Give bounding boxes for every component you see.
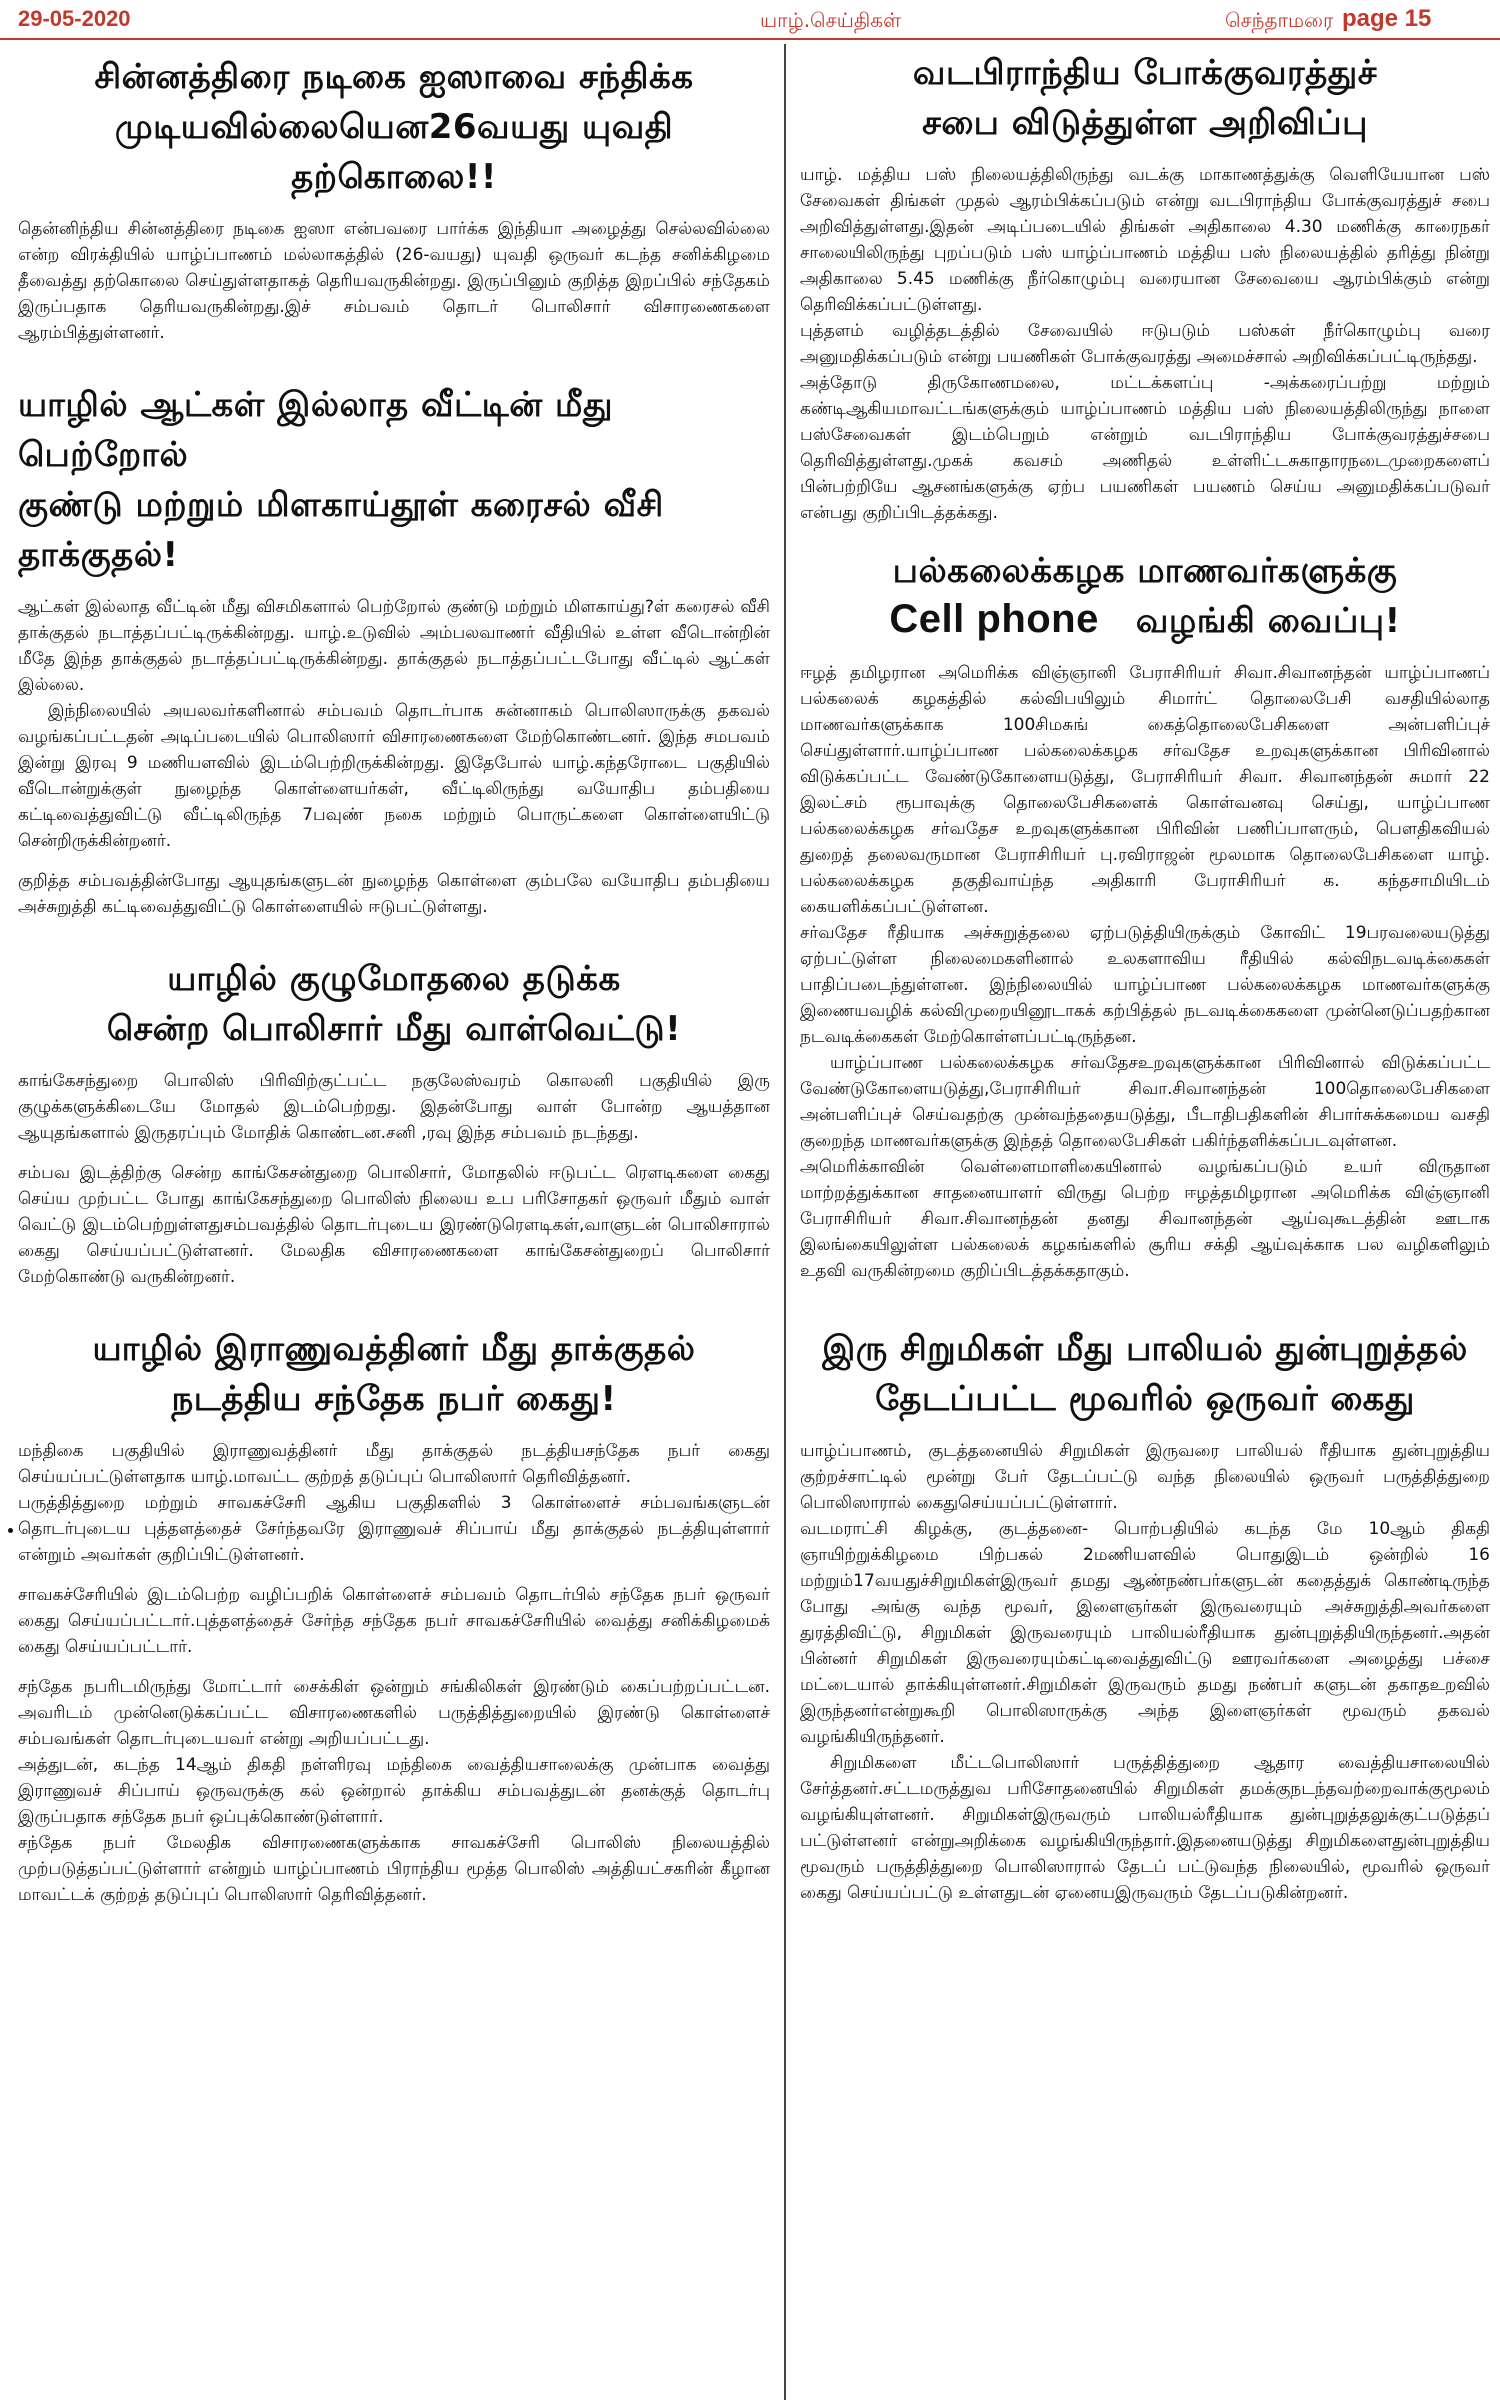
stray-dot [8, 1528, 13, 1533]
headline-cellphone: Cell phone [889, 597, 1099, 641]
article-body: ஈழத் தமிழரான அமெரிக்க விஞ்ஞானி பேராசிரியர் சிவா.சிவானந்தன் யாழ்ப்பாணப் பல்கலைக் கழகத்தில் கல்விபயிலும் சிமார்ட் தொலைபேசி வசதியில்லாத மாணவர்களுக்காக 100சிமசுங் கைத்தொலைபேசிகளை அன்பளிப்புச் செய்துள்ளார்.யாழ்ப்பாண பல்கலைக்கழக சர்வதேச உறவுகளுக்கான பிரிவினால் விடுக்கப்பட்ட வேண்டுகோளையடுத்து, பேராசிரியர் சிவா. சிவானந்தன் சுமார் 22 இலட்சம் ரூபாவுக்கு தொலைபேசிகளைக் கொள்வனவு செய்து, யாழ்ப்பாண பல்கலைக்கழக சர்வதேச உறவுகளுக்கான பிரிவின் பணிப்பாளரும், பௌதிகவியல் துறைத் தலைவருமான பேராசிரியர் பு.ரவிராஜன் மூலமாக தொலைபேசிகளை யாழ். பல்கலைக்கழக தகுதிவாய்ந்த அதிகாரி பேராசிரியர் க. கந்தசாமியிடம் கையளிக்கப்பட்டுள்ளன. சர்வதேச ரீதியாக அச்சுறுத்தலை ஏற்படுத்தியிருக்கும் கோவிட் 19பரவலையடுத்து ஏற்பட்டுள்ள நிலைமைகளினால் உலகளாவிய ரீதியில் கல்விநடவடிக்கைகள் பாதிப்படைந்துள்ளன. இந்நிலையில் யாழ்ப்பாண பல்கலைக்கழக மாணவர்களுக்கு இணையவழிக் கல்விமுறையினூடாகக் கற்பித்தல் நடவடிக்கைகளை முன்னெடுப்பதற்கான நடவடிக்கைகள் மேற்கொள்ளப்பட்டிருந்தன. யாழ்ப்பாண பல்கலைக்கழக சர்வதேசஉறவுகளுக்கான பிரிவினால் விடுக்கப்பட்ட வேண்டுகோளையடுத்து,பேராசிரியர் சிவா.சிவானந்தன் 100தொலைபேசிகளை அன்பளிப்புச் செய்வதற்கு முன்வந்ததையடுத்து, பீடாதிபதிகளின் சிபார்சுக்கமைய வசதி குறைந்த மாணவர்களுக்கு இந்தத் தொலைபேசிகள் பகிர்ந்தளிக்கப்படவுள்ளன. அமெரிக்காவின் வெள்ளைமாளிகையினால் வழங்கப்படும் உயர் விருதான மாற்றத்துக்கான சாதனையாளர் விருது பெற்ற ஈழத்தமிழரான அமெரிக்க விஞ்ஞானி பேராசிரியர் சிவா.சிவானந்தன் தனது சிவானந்தன் ஆய்வுகூடத்தின் ஊடாக இலங்கையிலுள்ள பல்கலைக் கழகங்களில் சூரிய சக்தி ஆய்வுக்காக பல வழிகளிலும் உதவி வருகின்றமை குறிப்பிடத்தக்கதாகும். [800, 663, 1490, 1281]
article-cellphone-donation [800, 546, 1490, 1284]
article-body: யாழ். மத்திய பஸ் நிலையத்திலிருந்து வடக்கு மாகாணத்துக்கு வெளியேயான பஸ் சேவைகள் திங்கள் முதல் ஆரம்பிக்கப்படும் என்று வடபிராந்திய போக்குவரத்துச் சபை அறிவித்துள்ளது.இதன் அடிப்படையில் திங்கள் அதிகாலை 4.30 மணிக்கு காரைநகர் சாலையிலிருந்து புறப்படும் பஸ் யாழ்ப்பாணம் மத்திய பஸ் நிலையத்தில் தரித்து நின்று அதிகாலை 5.45 மணிக்கு நீர்கொழும்பு வரையான சேவையை ஆரம்பிக்கும் என்று தெரிவிக்கப்பட்டுள்ளது. புத்தளம் வழித்தடத்தில் சேவையில் ஈடுபடும் பஸ்கள் நீர்கொழும்பு வரை அனுமதிக்கப்படும் என்று பயணிகள் போக்குவரத்து அமைச்சால் அறிவிக்கப்பட்டிருந்தது. அத்தோடு திருகோணமலை, மட்டக்களப்பு -அக்கரைப்பற்று மற்றும் கண்டிஆகியமாவட்டங்களுக்கும் யாழ்ப்பாணம் மத்திய பஸ் நிலையத்திலிருந்து நாளை பஸ்சேவைகள் இடம்பெறும் என்றும் வடபிராந்திய போக்குவரத்துச்சபை தெரிவித்துள்ளது.முகக் கவசம் அணிதல் உள்ளிட்டசுகாதாரநடைமுறைகளைப் பின்பற்றியே ஆசனங்களுக்கு ஏற்ப பயணிகள் பயணம் செய்ய அனுமதிக்கப்படுவர் என்பது குறிப்பிடத்தக்கது. [800, 165, 1490, 523]
paper-name: யாழ்.செய்திகள் [760, 8, 902, 32]
article-headline: சின்னத்திரை நடிகை ஐஸாவை சந்திக்க முடியவில்லையென26வயது யுவதி தற்கொலை!! [94, 57, 694, 197]
article-headline: பல்கலைக்கழக மாணவர்களுக்கு Cell phone வழங்கி வைப்பு! [889, 551, 1401, 641]
article-headline: யாழில் குழுமோதலை தடுக்க சென்ற பொலிசார் மீது வாள்வெட்டு! [106, 959, 682, 1049]
article-headline: யாழில் ஆட்கள் இல்லாத வீட்டின் மீது பெற்றோல் குண்டு மற்றும் மிளகாய்தூள் கரைசல் வீசி தாக்குதல்! [18, 385, 664, 575]
article-headline: இரு சிறுமிகள் மீது பாலியல் துன்புறுத்தல் தேடப்பட்ட மூவரில் ஒருவர் கைது [822, 1329, 1468, 1419]
article-actress-suicide [18, 44, 770, 346]
article-body: யாழ்ப்பாணம், குடத்தனையில் சிறுமிகள் இருவரை பாலியல் ரீதியாக துன்புறுத்திய குற்றச்சாட்டில் மூன்று பேர் தேடப்பட்டு வந்த நிலையில் ஒருவர் பருத்தித்துறை பொலிஸாரால் கைதுசெய்யப்பட்டுள்ளார். வடமராட்சி கிழக்கு, குடத்தனை- பொற்பதியில் கடந்த மே 10ஆம் திகதி ஞாயிற்றுக்கிழமை பிற்பகல் 2மணியளவில் பொதுஇடம் ஒன்றில் 16 மற்றும்17வயதுச்சிறுமிகள்இருவர் தமது ஆண்நண்பர்களுடன் கதைத்துக் கொண்டிருந்த போது அங்கு வந்த மூவர், இளைஞர்கள் இருவரையும் அச்சுறுத்திஅவர்களை துரத்திவிட்டு, சிறுமிகள் இருவரையும் பாலியல்ரீதியாக துன்புறுத்தியிருந்தனர்.அதன் பின்னர் சிறுமிகள் இருவரையும்கட்டிவைத்துவிட்டு ஊரவர்களை அழைத்து பச்சை மட்டையால் தாக்கியுள்ளனர்.சிறுமிகள் இருவரும் தமது நண்பர் களுடன் தகாதஉறவில் இருந்தனர்என்றுகூறி பொலிஸாருக்கு அந்த இளைஞர்கள் மூவரும் தகவல் வழங்கியிருந்தனர். சிறுமிகளை மீட்டபொலிஸார் பருத்தித்துறை ஆதார வைத்தியசாலையில் சேர்த்தனர்.சட்டமருத்துவ பரிசோதனையில் சிறுமிகள் தமக்குநடந்தவற்றைவாக்குமூலம் வழங்கியுள்ளனர். சிறுமிகள்இருவரும் பாலியல்ரீதியாக துன்புறுத்தலுக்குட்படுத்தப் பட்டுள்ளனர் என்றுஅறிக்கை வழங்கியிருந்தார்.இதனையடுத்து சிறுமிகளைதுன்புறுத்திய மூவரும் பருத்தித்துறை பொலிஸாரால் தேடப் பட்டுவந்த நிலையில், மூவரில் ஒருவர் கைது செய்யப்பட்டு உள்ளதுடன் ஏனையஇருவரும் தேடப்படுகின்றனர். [800, 1441, 1490, 1903]
article-gang-clash [18, 954, 770, 1290]
article-harassment-arrest [800, 1324, 1490, 1906]
article-headline: யாழில் இராணுவத்தினர் மீது தாக்குதல் நடத்திய சந்தேக நபர் கைது! [92, 1329, 696, 1419]
page-header-bar [0, 0, 1500, 40]
issue-date: 29-05-2020 [18, 6, 131, 31]
page-number: page 15 [1342, 5, 1432, 32]
section-name: செந்தாமரை [1225, 8, 1334, 32]
article-headline: வடபிராந்திய போக்குவரத்துச் சபை விடுத்துள்ள அறிவிப்பு [912, 53, 1378, 143]
article-body: மந்திகை பகுதியில் இராணுவத்தினர் மீது தாக்குதல் நடத்தியசந்தேக நபர் கைது செய்யப்பட்டுள்ளதாக யாழ்.மாவட்ட குற்றத் தடுப்புப் பொலிஸார் தெரிவித்தனர். பருத்தித்துறை மற்றும் சாவகச்சேரி ஆகிய பகுதிகளில் 3 கொள்ளைச் சம்பவங்களுடன் தொடர்புடைய புத்தளத்தைச் சேர்ந்தவரே இராணுவச் சிப்பாய் மீது தாக்குதல் நடத்தியுள்ளார் என்றும் அவர்கள் குறிப்பிட்டுள்ளனர். சாவகச்சேரியில் இடம்பெற்ற வழிப்பறிக் கொள்ளைச் சம்பவம் தொடர்பில் சந்தேக நபர் ஒருவர் கைது செய்யப்பட்டார்.புத்தளத்தைச் சேர்ந்த சந்தேக நபர் சாவகச்சேரியில் வைத்து சனிக்கிழமைக் கைது செய்யப்பட்டார். சந்தேக நபரிடமிருந்து மோட்டார் சைக்கிள் ஒன்றும் சங்கிலிகள் இரண்டும் கைப்பற்றப்பட்டன. அவரிடம் முன்னெடுக்கப்பட்ட விசாரணைகளில் பருத்தித்துறையில் இரண்டு கொள்ளைச் சம்பவங்கள் தொடர்புடையவர் என்று அறியப்பட்டது. அத்துடன், கடந்த 14ஆம் திகதி நள்ளிரவு மந்திகை வைத்தியசாலைக்கு முன்பாக வைத்து இராணுவச் சிப்பாய் ஒருவருக்கு கல் ஒன்றால் தாக்கிய சம்பவத்துடன் தனக்குத் தொடர்பு இருப்பதாக சந்தேக நபர் ஒப்புக்கொண்டுள்ளார். சந்தேக நபர் மேலதிக விசாரணைகளுக்காக சாவகச்சேரி பொலிஸ் நிலையத்தில் முற்படுத்தப்பட்டுள்ளார் என்றும் யாழ்ப்பாணம் பிராந்திய மூத்த பொலிஸ் அத்தியட்சகரின் கீழான மாவட்டக் குற்றத் தடுப்புப் பொலிஸார் தெரிவித்தனர். [18, 1441, 770, 1905]
article-transport-notice [800, 44, 1490, 526]
article-army-attack [18, 1324, 770, 1908]
article-body: காங்கேசந்துறை பொலிஸ் பிரிவிற்குட்பட்ட நகுலேஸ்வரம் கொலனி பகுதியில் இரு குழுக்களுக்கிடையே மோதல் இடம்பெற்றது. இதன்போது வாள் போன்ற ஆயத்தான ஆயுதங்களால் இருதரப்பும் மோதிக் கொண்டன.சனி ,ரவு இந்த சம்பவம் நடந்தது. சம்பவ இடத்திற்கு சென்ற காங்கேசன்துறை பொலிசார், மோதலில் ஈடுபட்ட ரௌடிகளை கைது செய்ய முற்பட்ட போது காங்கேசந்துறை பொலிஸ் நிலைய உப பரிசோதகர் ஒருவர் மீதும் வாள் வெட்டு இடம்பெற்றுள்ளதுசம்பவத்தில் தொடர்புடைய இரண்டுரௌடிகள்,வாளுடன் பொலிசாரால் கைது செய்யப்பட்டுள்ளனர். மேலதிக விசாரணைகளை காங்கேசன்துறைப் பொலிசார் மேற்கொண்டு வருகின்றனர். [18, 1071, 770, 1287]
article-body: ஆட்கள் இல்லாத வீட்டின் மீது விசமிகளால் பெற்றோல் குண்டு மற்றும் மிளகாய்து?ள் கரைசல் வீசி தாக்குதல் நடாத்தப்பட்டிருக்கின்றது. யாழ்.உடுவில் அம்பலவாணர் வீதியில் உள்ள வீடொன்றின் மீதே இந்த தாக்குதல் நடாத்தப்பட்டிருக்கின்றது. தாக்குதல் நடாத்தப்பட்டபோது வீட்டில் ஆட்கள் இல்லை. இந்நிலையில் அயலவர்களினால் சம்பவம் தொடர்பாக சுன்னாகம் பொலிஸாருக்கு தகவல் வழங்கப்பட்டதன் அடிப்படையில் பொலிஸார் விசாரணைகளை மேற்கொண்டனர். இந்த சமபவம் இன்று இரவு 9 மணியளவில் இடம்பெற்றிருக்கின்றது. இதேபோல் யாழ்.கந்தரோடை பகுதியில் வீடொன்றுக்குள் நுழைந்த கொள்ளையர்கள், வீட்டிலிருந்து வயோதிப தம்பதியை கட்டிவைத்துவிட்டு வீட்டிலிருந்த 7பவுண் நகை மற்றும் பொருட்களை கொள்ளையிட்டு சென்றிருக்கின்றனர். குறித்த சம்பவத்தின்போது ஆயுதங்களுடன் நுழைந்த கொள்ளை கும்பலே வயோதிப தம்பதியை அச்சுறுத்தி கட்டிவைத்துவிட்டு கொள்ளையில் ஈடுபட்டுள்ளது. [18, 597, 770, 917]
column-divider [784, 44, 786, 2400]
left-column [18, 44, 770, 2400]
article-petrol-bomb [18, 380, 770, 920]
right-column [800, 44, 1490, 2400]
article-body: தென்னிந்திய சின்னத்திரை நடிகை ஐஸா என்பவரை பார்க்க இந்தியா அழைத்து செல்லவில்லை என்ற விரக்தியில் யாழ்ப்பாணம் மல்லாகத்தில் (26-வயது) யுவதி ஒருவர் கடந்த சனிக்கிழமை தீவைத்து தற்கொலை செய்துள்ளதாகத் தெரியவருகின்றது. இருப்பினும் குறித்த இறப்பில் சந்தேகம் இருப்பதாக தெரியவருகின்றது.இச் சம்பவம் தொடர் பொலிசார் விசாரணைகளை ஆரம்பித்துள்ளனர். [18, 219, 770, 343]
